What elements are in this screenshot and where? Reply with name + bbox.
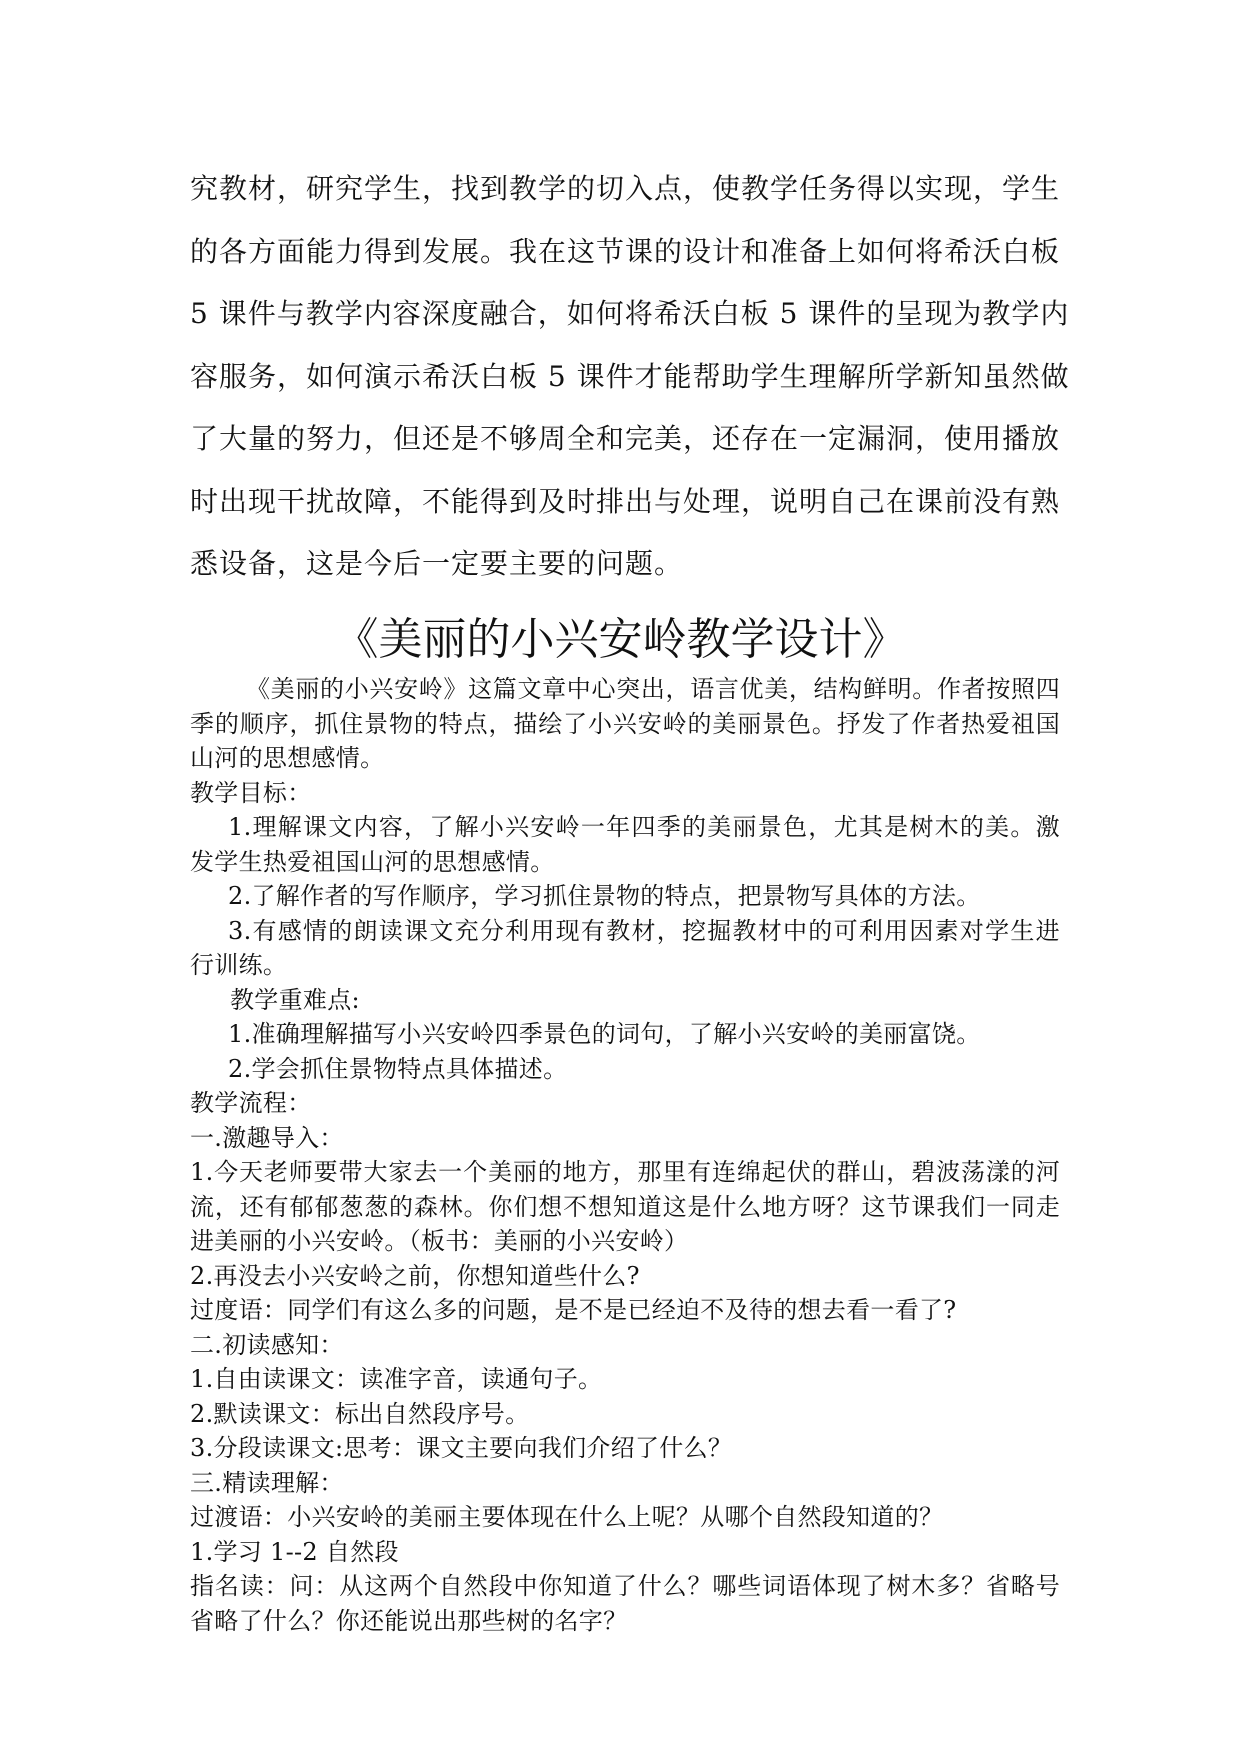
text-line: 流，还有郁郁葱葱的森林。你们想不想知道这是什么地方呀？这节课我们一同走 bbox=[190, 1192, 1060, 1221]
section-heading: 三.精读理解： bbox=[190, 1468, 344, 1497]
text-line: 季的顺序，抓住景物的特点，描绘了小兴安岭的美丽景色。抒发了作者热爱祖国 bbox=[190, 709, 1060, 738]
section-heading: 二.初读感知： bbox=[190, 1330, 344, 1359]
section-heading: 教学重难点: bbox=[230, 985, 360, 1014]
text-line: 《美丽的小兴安岭》这篇文章中心突出，语言优美，结构鲜明。作者按照四 bbox=[246, 675, 1060, 703]
list-item: 1.自由读课文：读准字音，读通句子。 bbox=[190, 1365, 603, 1393]
list-item: 3.有感情的朗读课文充分利用现有教材，挖掘教材中的可利用因素对学生进 bbox=[228, 916, 1060, 945]
text-line: 发学生热爱祖国山河的思想感情。 bbox=[190, 847, 555, 876]
text-line: 山河的思想感情。 bbox=[190, 744, 385, 772]
list-item: 2.学会抓住景物特点具体描述。 bbox=[228, 1054, 568, 1083]
section-heading: 一.激趣导入： bbox=[190, 1123, 344, 1152]
list-item: 1.今天老师要带大家去一个美丽的地方，那里有连绵起伏的群山，碧波荡漾的河 bbox=[190, 1158, 1060, 1186]
text-line: 行训练。 bbox=[190, 951, 288, 979]
list-item: 1.准确理解描写小兴安岭四季景色的词句，了解小兴安岭的美丽富饶。 bbox=[228, 1020, 981, 1048]
list-item: 2.了解作者的写作顺序，学习抓住景物的特点，把景物写具体的方法。 bbox=[228, 882, 981, 910]
text-line: 5 课件与教学内容深度融合，如何将希沃白板 5 课件的呈现为教学内 bbox=[190, 297, 1070, 330]
section-heading: 教学目标： bbox=[190, 778, 312, 807]
text-line: 究教材，研究学生，找到教学的切入点，使教学任务得以实现，学生 bbox=[190, 172, 1061, 205]
text-line: 容服务，如何演示希沃白板 5 课件才能帮助学生理解所学新知虽然做 bbox=[190, 359, 1070, 393]
lesson-plan-body bbox=[190, 672, 1060, 1638]
text-line: 的各方面能力得到发展。我在这节课的设计和准备上如何将希沃白板 bbox=[190, 234, 1061, 268]
page-title: 《美丽的小兴安岭教学设计》 bbox=[334, 614, 907, 665]
text-line: 悉设备，这是今后一定要主要的问题。 bbox=[190, 547, 684, 580]
list-item: 3.分段读课文:思考：课文主要向我们介绍了什么？ bbox=[190, 1434, 733, 1462]
text-line: 进美丽的小兴安岭。（板书：美丽的小兴安岭） bbox=[190, 1227, 689, 1255]
text-line: 了大量的努力，但还是不够周全和完美，还存在一定漏洞，使用播放 bbox=[190, 422, 1061, 455]
list-item: 1.理解课文内容，了解小兴安岭一年四季的美丽景色，尤其是树木的美。激 bbox=[228, 813, 1060, 841]
text-line: 指名读：问：从这两个自然段中你知道了什么？哪些词语体现了树木多？省略号 bbox=[190, 1572, 1060, 1600]
text-line: 省略了什么？你还能说出那些树的名字？ bbox=[190, 1606, 628, 1635]
list-item: 2.再没去小兴安岭之前，你想知道些什么? bbox=[190, 1261, 640, 1290]
section-heading: 教学流程： bbox=[190, 1089, 312, 1117]
reflection-paragraph bbox=[190, 158, 1070, 596]
text-line: 过渡语：小兴安岭的美丽主要体现在什么上呢？从哪个自然段知道的？ bbox=[190, 1503, 944, 1531]
list-item: 2.默读课文：标出自然段序号。 bbox=[190, 1399, 530, 1428]
text-line: 过度语：同学们有这么多的问题，是不是已经迫不及待的想去看一看了? bbox=[190, 1296, 957, 1324]
text-line: 时出现干扰故障，不能得到及时排出与处理，说明自己在课前没有熟 bbox=[190, 484, 1061, 518]
list-item: 1.学习 1--2 自然段 bbox=[190, 1537, 399, 1566]
